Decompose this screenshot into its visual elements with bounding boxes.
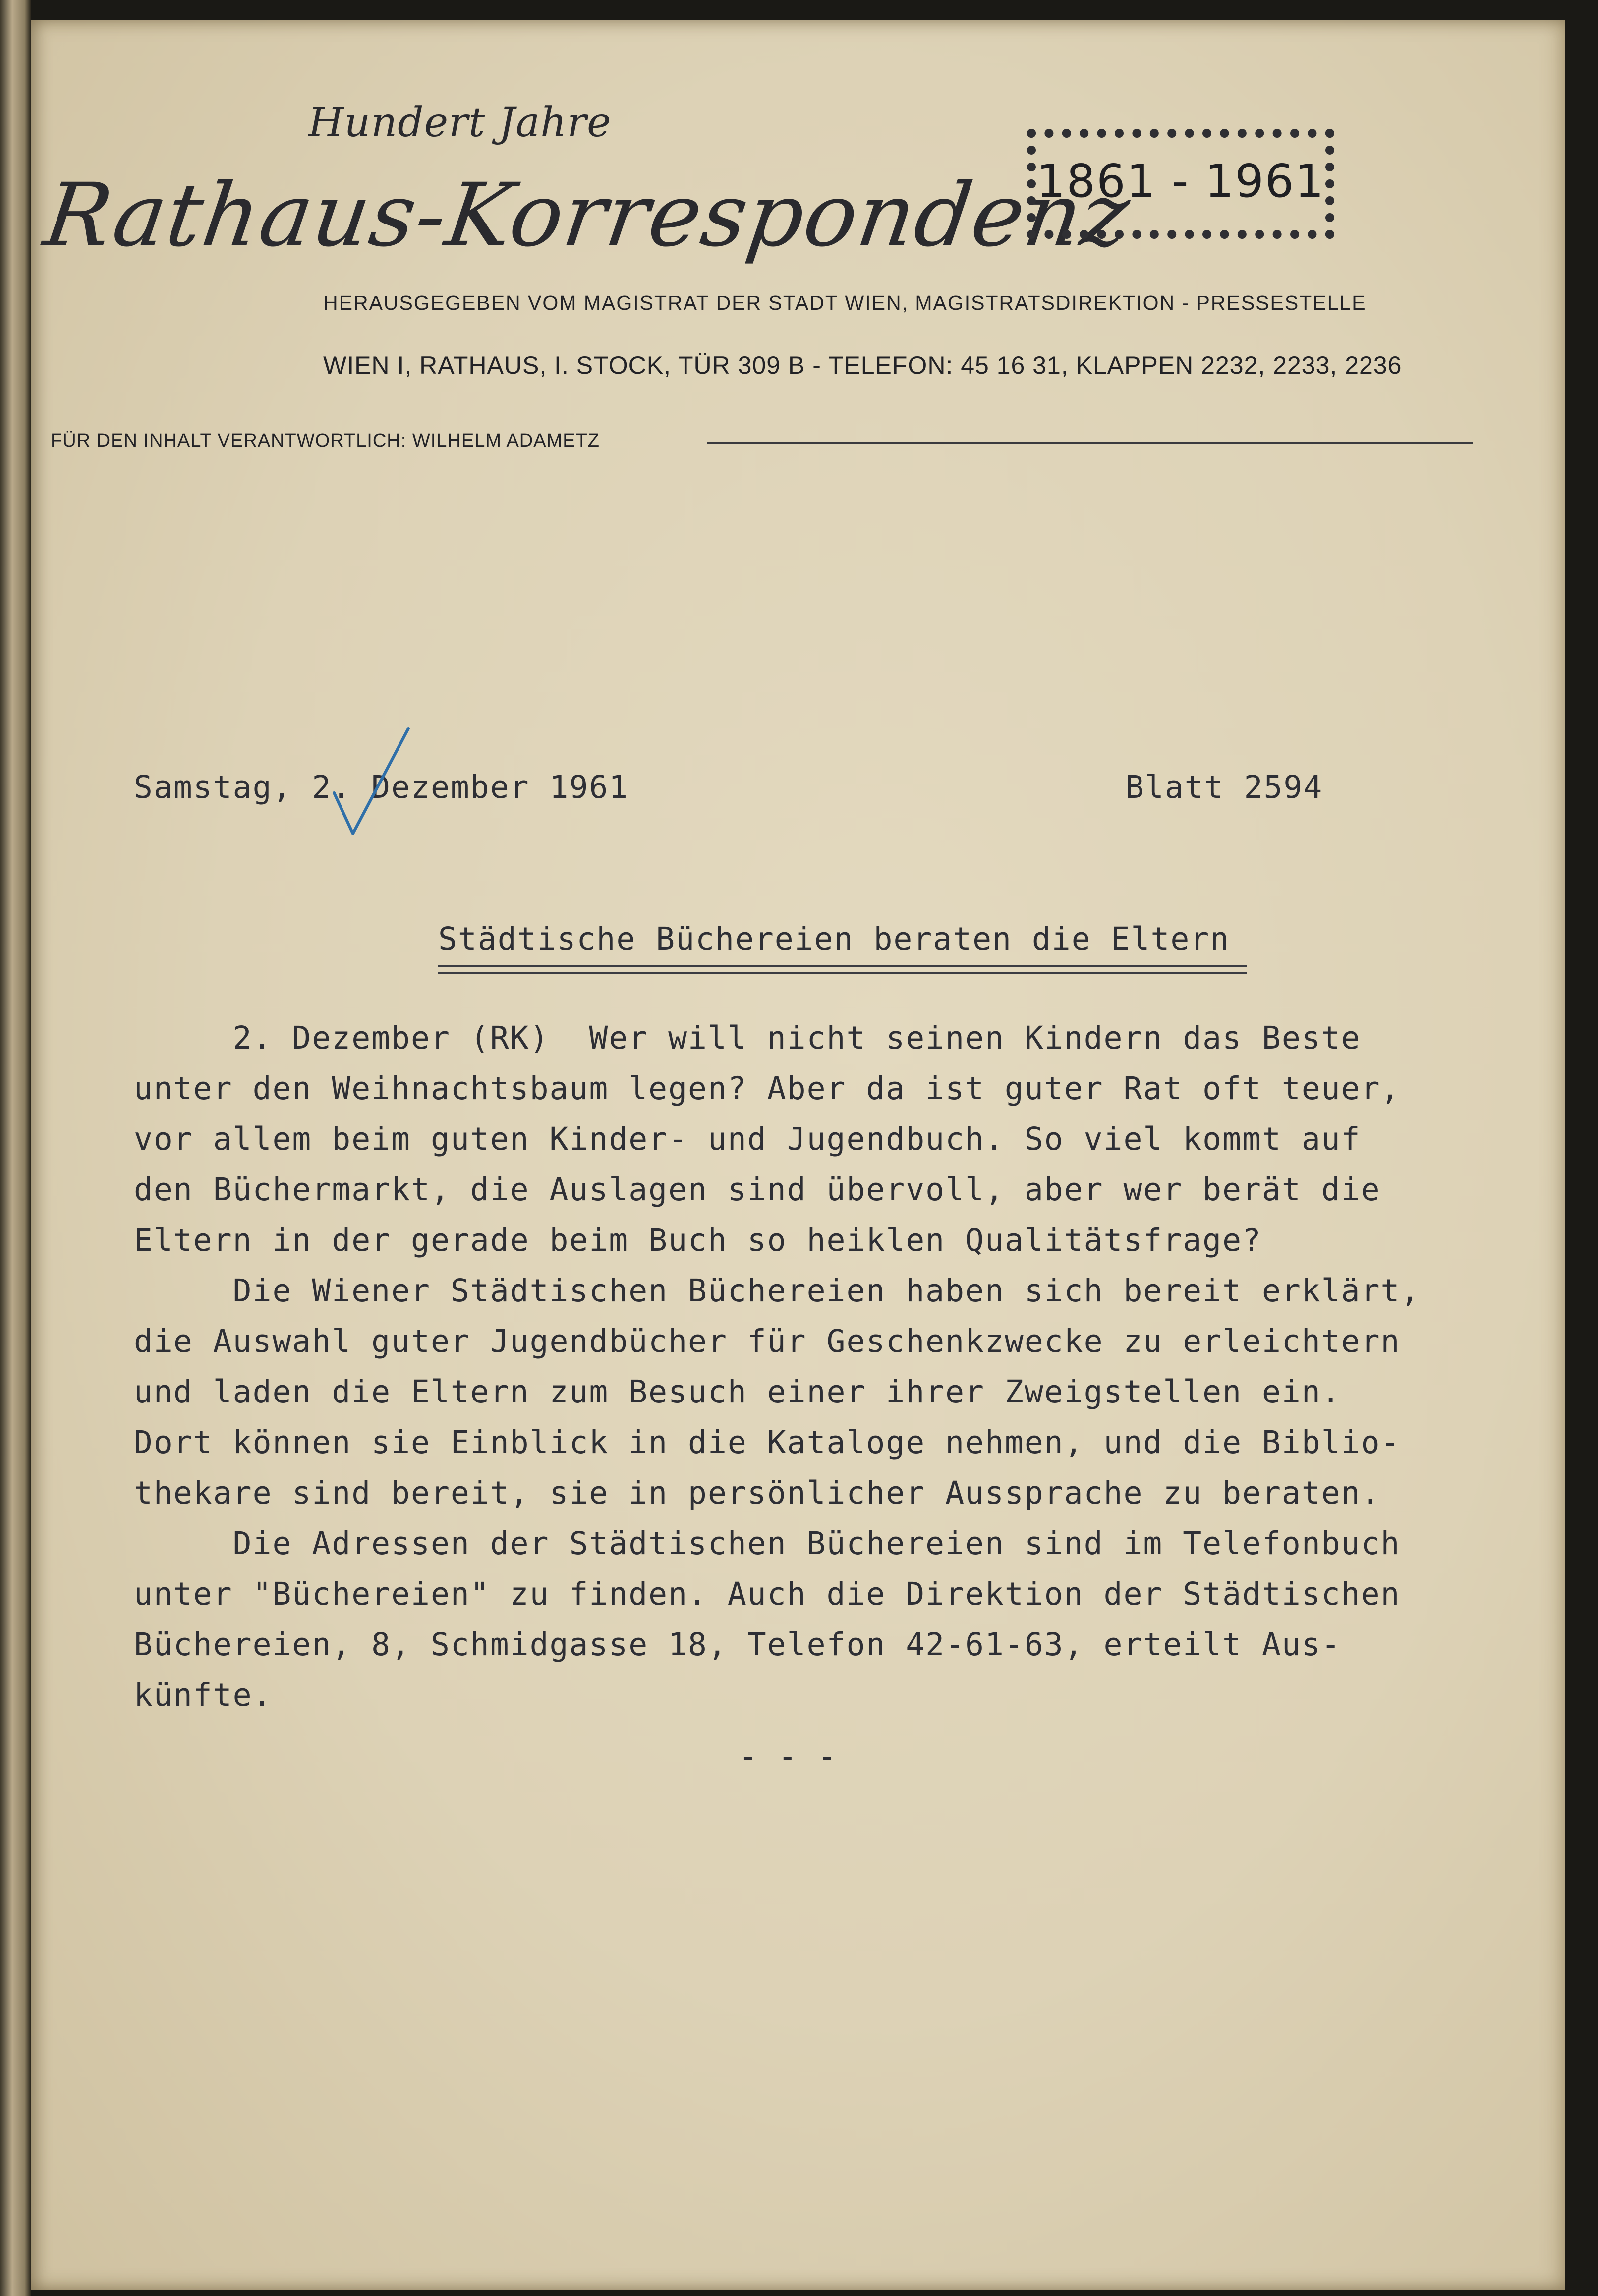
- anniversary-year-box: [1027, 129, 1334, 239]
- body-line: Eltern in der gerade beim Buch so heiklen Qualitätsfrage?: [134, 1222, 1262, 1258]
- pencil-check-mark-icon: [314, 724, 413, 838]
- body-line: thekare sind bereit, sie in persönlicher Aussprache zu beraten.: [134, 1475, 1381, 1511]
- binding-edge: [0, 0, 31, 2296]
- letterhead-rule: [707, 442, 1473, 444]
- body-line: und laden die Eltern zum Besuch einer ihrer Zweigstellen ein.: [134, 1374, 1341, 1410]
- body-line: 2. Dezember (RK) Wer will nicht seinen Kindern das Beste: [134, 1020, 1361, 1056]
- headline-double-underline: [438, 965, 1247, 974]
- body-line: unter den Weihnachtsbaum legen? Aber da ist guter Rat oft teuer,: [134, 1070, 1401, 1107]
- dateline-date: Samstag, 2. Dezember 1961: [134, 769, 629, 805]
- letterhead-responsible: FÜR DEN INHALT VERANTWORTLICH: WILHELM ADAMETZ: [51, 430, 600, 451]
- article-end-mark: - - -: [739, 1738, 838, 1775]
- body-line: Die Wiener Städtischen Büchereien haben sich bereit erklärt,: [134, 1273, 1421, 1309]
- body-line: den Büchermarkt, die Auslagen sind übervoll, aber wer berät die: [134, 1172, 1381, 1208]
- paper-sheet: [31, 20, 1565, 2290]
- body-line: die Auswahl guter Jugendbücher für Geschenkzwecke zu erleichtern: [134, 1323, 1401, 1359]
- body-line: vor allem beim guten Kinder- und Jugendbuch. So viel kommt auf: [134, 1121, 1361, 1157]
- letterhead-publisher: HERAUSGEGEBEN VOM MAGISTRAT DER STADT WIEN, MAGISTRATSDIREKTION - PRESSESTELLE: [323, 291, 1367, 314]
- anniversary-years: 1861 - 1961: [1036, 155, 1325, 208]
- body-line: Dort können sie Einblick in die Kataloge nehmen, und die Biblio-: [134, 1424, 1401, 1460]
- letterhead-masthead: Rathaus-Korrespondenz: [38, 165, 1137, 266]
- body-line: künfte.: [134, 1677, 273, 1713]
- dateline-sheet-number: Blatt 2594: [1125, 769, 1323, 805]
- letterhead-address: WIEN I, RATHAUS, I. STOCK, TÜR 309 B - TELEFON: 45 16 31, KLAPPEN 2232, 2233, 2236: [323, 351, 1402, 379]
- body-line: unter "Büchereien" zu finden. Auch die Direktion der Städtischen: [134, 1576, 1401, 1612]
- body-line: Büchereien, 8, Schmidgasse 18, Telefon 42-61-63, erteilt Aus-: [134, 1626, 1341, 1663]
- body-line: Die Adressen der Städtischen Büchereien sind im Telefonbuch: [134, 1525, 1401, 1562]
- letterhead-tagline: Hundert Jahre: [308, 99, 612, 146]
- article-headline: Städtische Büchereien beraten die Eltern: [438, 921, 1230, 957]
